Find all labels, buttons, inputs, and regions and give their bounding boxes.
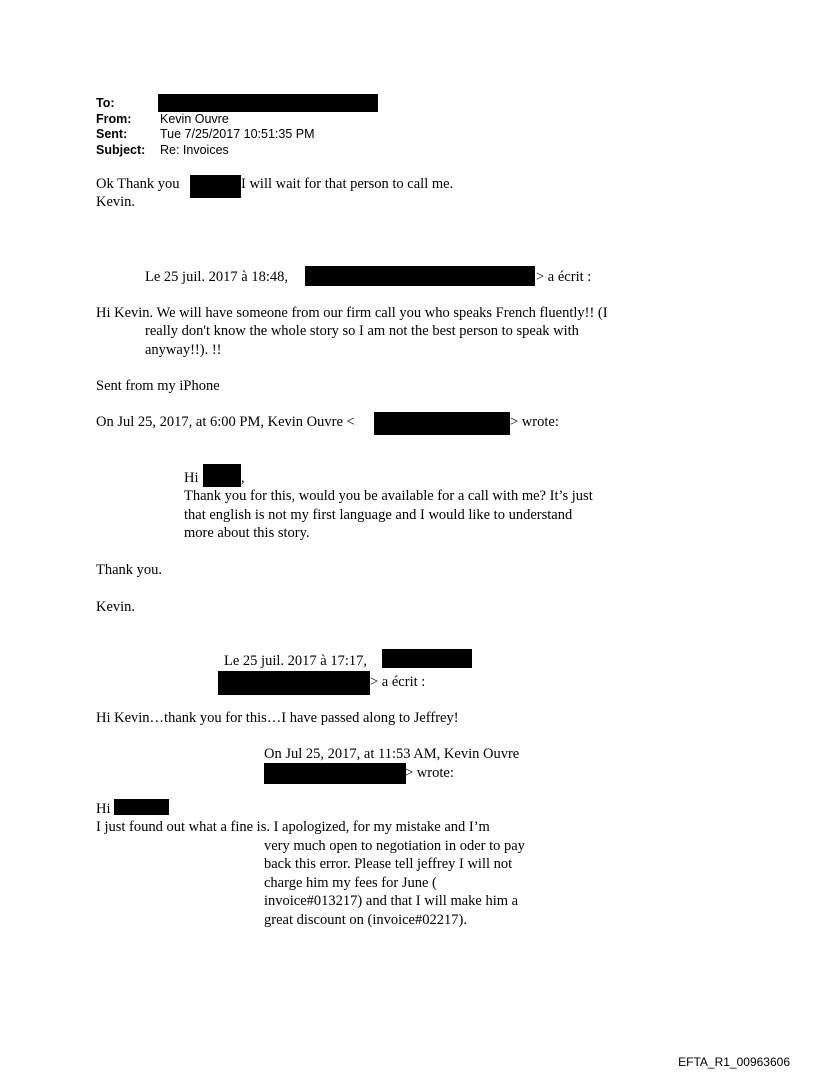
redaction-email-1 <box>305 266 535 286</box>
quote3-body: Hi Kevin…thank you for this…I have passed along to Jeffrey! <box>96 710 459 726</box>
from-label: From: <box>96 112 132 126</box>
redaction-email-2 <box>374 412 510 435</box>
quote4-body-line-5: invoice#013217) and that I will make him a <box>264 893 519 909</box>
document-id: EFTA_R1_00963606 <box>678 1055 790 1069</box>
quote2-intro-b: > wrote: <box>510 414 559 430</box>
quote2-intro-a: On Jul 25, 2017, at 6:00 PM, Kevin Ouvre < <box>96 414 355 430</box>
quote2-body-line-2: that english is not my first language and I would like to understand <box>184 507 573 523</box>
to-label: To: <box>96 96 115 110</box>
quote1-intro-a: Le 25 juil. 2017 à 18:48, <box>145 269 288 285</box>
quote4-intro-line-1: On Jul 25, 2017, at 11:53 AM, Kevin Ouvre <box>264 746 520 762</box>
quote3-intro-a: Le 25 juil. 2017 à 17:17, <box>224 653 367 669</box>
quote2-greeting-comma: , <box>241 470 245 486</box>
redaction-name-2 <box>203 464 241 487</box>
quote1-signature: Sent from my iPhone <box>96 378 220 394</box>
sent-label: Sent: <box>96 127 128 141</box>
quote2-name: Kevin. <box>96 599 136 615</box>
quote2-greeting: Hi <box>184 470 199 486</box>
redaction-name-4 <box>114 799 169 815</box>
from-value: Kevin Ouvre <box>160 112 229 126</box>
quote2-body-line-1: Thank you for this, would you be available for a call with me? It’s just <box>184 488 593 504</box>
redaction-sender-3b <box>218 671 370 695</box>
reply-line-1a: Ok Thank you <box>96 176 180 192</box>
quote4-greeting: Hi <box>96 801 111 817</box>
redaction-name-1 <box>190 175 241 198</box>
quote2-thanks: Thank you. <box>96 562 163 578</box>
quote3-intro-b: > a écrit : <box>370 674 426 690</box>
redaction-email-4 <box>264 763 406 784</box>
quote4-body-line-6: great discount on (invoice#02217). <box>264 912 467 928</box>
quote1-body-line-1: Hi Kevin. We will have someone from our firm call you who speaks French fluently!! (I <box>96 305 608 321</box>
reply-line-1b: I will wait for that person to call me. <box>241 176 454 192</box>
reply-signature: Kevin. <box>96 194 136 210</box>
redaction-to-recipient <box>158 94 378 112</box>
quote4-body-line-4: charge him my fees for June ( <box>264 875 437 891</box>
subject-label: Subject: <box>96 143 146 157</box>
quote1-intro-b: > a écrit : <box>536 269 592 285</box>
quote1-body-line-3: anyway!!). !! <box>145 342 222 358</box>
sent-value: Tue 7/25/2017 10:51:35 PM <box>160 127 315 141</box>
subject-value: Re: Invoices <box>160 143 229 157</box>
quote2-body-line-3: more about this story. <box>184 525 310 541</box>
redaction-sender-3a <box>382 649 472 668</box>
quote4-body-line-3: back this error. Please tell jeffrey I will not <box>264 856 513 872</box>
quote4-intro-line-2: > wrote: <box>405 765 454 781</box>
quote4-body-line-1: I just found out what a fine is. I apologized, for my mistake and I’m <box>96 819 490 835</box>
quote1-body-line-2: really don't know the whole story so I am not the best person to speak with <box>145 323 579 339</box>
quote4-body-line-2: very much open to negotiation in oder to pay <box>264 838 525 854</box>
